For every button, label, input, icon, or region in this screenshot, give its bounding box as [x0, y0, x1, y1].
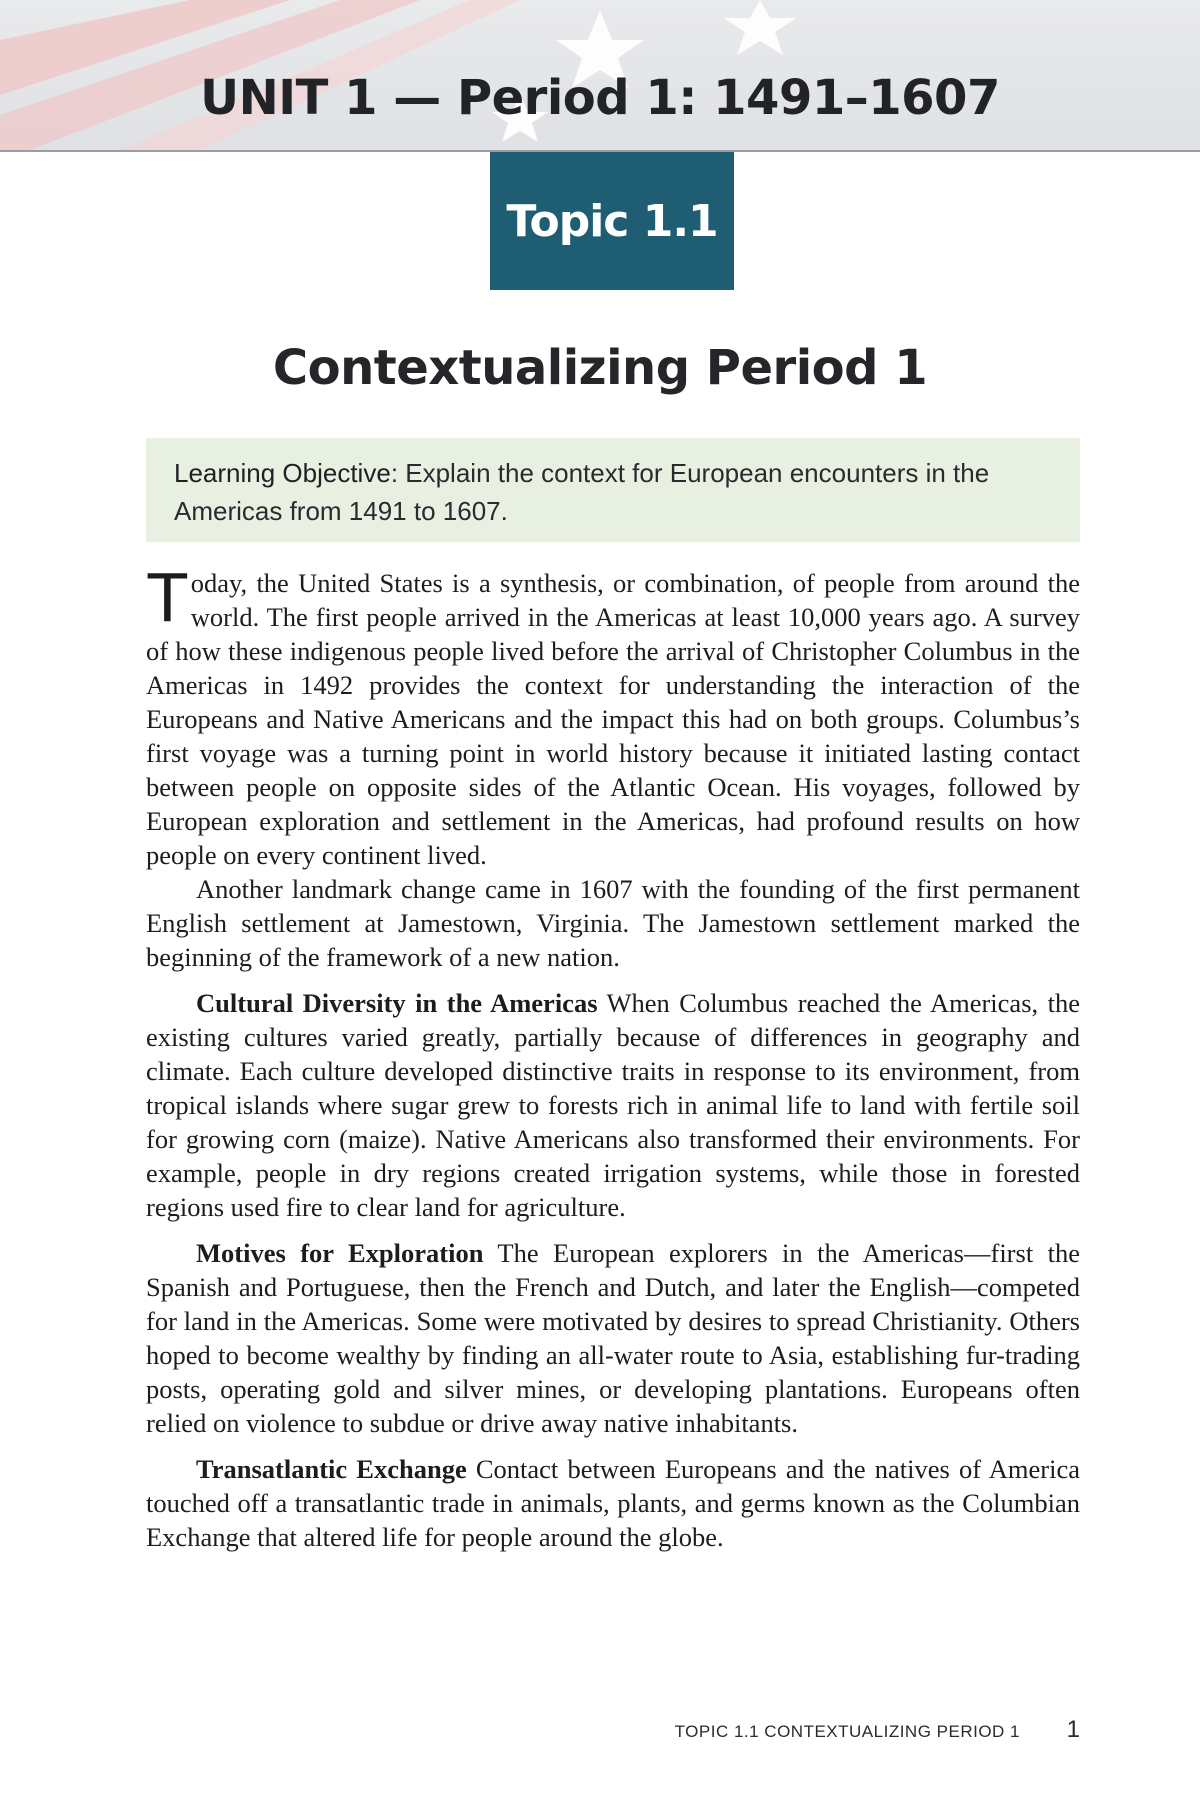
body-text — [146, 558, 1080, 1554]
section-heading-cultural-diversity: Cultural Diversity in the Americas — [196, 988, 598, 1018]
section-text-cultural-diversity: When Columbus reached the Americas, the existing cultures varied greatly, partially because of differences in geography and climate. Each culture developed distinctive traits in response to its environment, from tropical islands where sugar grew to forests rich in animal life to land with fertile soil for growing corn (maize). Native Americans also transformed their environments. For example, people in dry regions created irrigation systems, while those in forested regions used fire to clear land for agriculture. — [146, 988, 1080, 1222]
section-cultural-diversity — [146, 986, 1080, 1224]
topic-label-box — [490, 152, 734, 290]
learning-objective-box — [146, 438, 1080, 542]
page-header-band — [0, 0, 1200, 152]
section-transatlantic-exchange — [146, 1452, 1080, 1554]
section-text-motives-exploration: The European explorers in the Americas—first the Spanish and Portuguese, then the French and Dutch, and later the English—competed for land in the Americas. Some were motivated by desires to spread Christianity. Others hoped to become wealthy by finding an all-water route to Asia, establishing fur-trading posts, operating gold and silver mines, or developing plantations. Europeans often relied on violence to subdue or drive away native inhabitants. — [146, 1238, 1080, 1438]
paragraph-intro — [146, 558, 1080, 872]
section-heading-transatlantic-exchange: Transatlantic Exchange — [196, 1454, 467, 1484]
learning-objective-label: Learning Objective — [174, 458, 391, 488]
drop-cap: T — [146, 558, 189, 636]
topic-label: Topic 1.1 — [506, 195, 718, 247]
section-heading-motives-exploration: Motives for Exploration — [196, 1238, 484, 1268]
paragraph-jamestown: Another landmark change came in 1607 with the founding of the first permanent English settlement at Jamestown, Virginia. The Jamestown settlement marked the beginning of the framework of a new nation. — [146, 874, 1080, 972]
learning-objective-text: : Explain the context for European encounters in the Americas from 1491 to 1607. — [174, 458, 990, 526]
section-text-transatlantic-exchange: Contact between Europeans and the natives of America touched off a transatlantic trade in animals, plants, and germs known as the Columbian Exchange that altered life for people around the globe. — [146, 1454, 1080, 1552]
footer-page-number: 1 — [1066, 1716, 1080, 1743]
page-title: Contextualizing Period 1 — [272, 340, 928, 396]
section-motives-exploration — [146, 1236, 1080, 1440]
footer-running-head: TOPIC 1.1 CONTEXTUALIZING PERIOD 1 — [674, 1722, 1020, 1741]
unit-title: UNIT 1 — Period 1: 1491–1607 — [200, 70, 1000, 126]
paragraph-intro-text: oday, the United States is a synthesis, or combination, of people from around the world. The first people arrived in the Americas at least 10,000 years ago. A survey of how these indigenous people lived before the arrival of Christopher Columbus in the Americas in 1492 provides the context for understanding the interaction of the Europeans and Native Americans and the impact this had on both groups. Columbus’s first voyage was a turning point in world history because it initiated lasting contact between people on opposite sides of the Atlantic Ocean. His voyages, followed by European exploration and settlement in the Americas, had profound results on how people on every continent lived. — [146, 568, 1080, 870]
